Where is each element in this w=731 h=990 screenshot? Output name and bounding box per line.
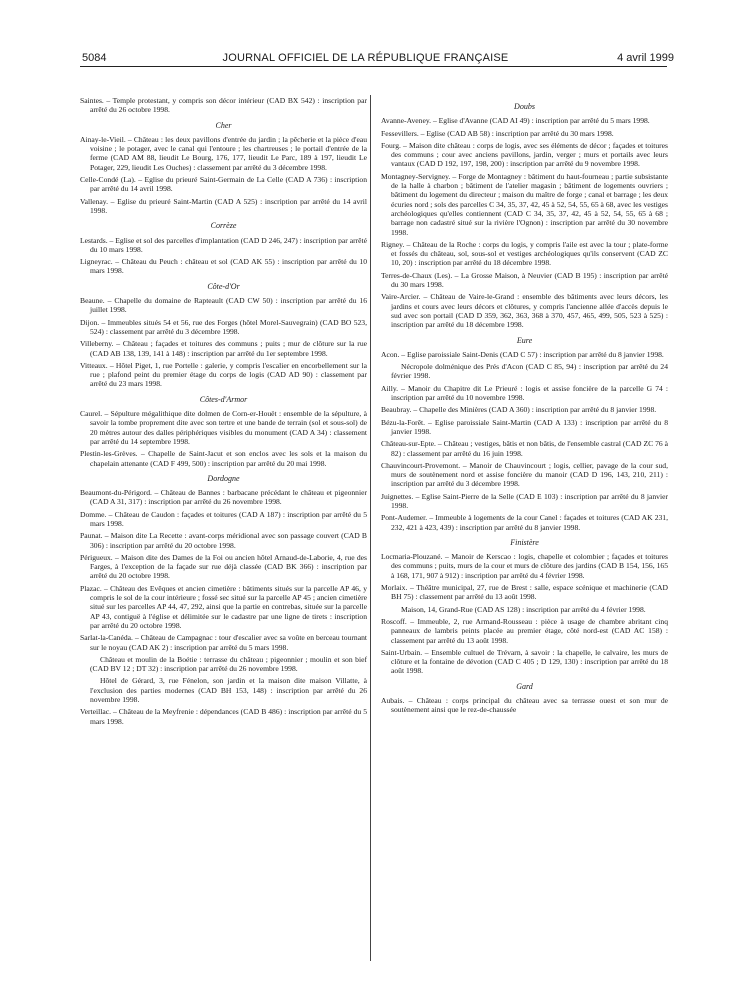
sub-entry: Nécropole dolménique des Prés d'Acon (CAD C 85, 94) : inscription par arrêté du 24 février 1998.: [391, 362, 668, 381]
header-rule: [80, 66, 667, 67]
entry-text: – Château : les deux pavillons d'entrée du jardin ; la pêcherie et la pièce d'eau voisine ; le potager, avec le canal qui l'entoure ; les chartreuses ; le portail d'entrée de la ferme (CAD AM 88, lieudit Le Bourg, 176, 177, lieudit Le Parc, 189 à 197, lieudit Le Potager, 229, lieudit Les Ouches) : classement par arrêté du 3 décembre 1998.: [90, 134, 367, 172]
commune-name: Villeberny.: [80, 339, 114, 349]
commune-name: Saintes.: [80, 96, 104, 105]
entry-text: – Manoir du Chapitre dit Le Prieuré : logis et assise foncière de la parcelle G 74 : inscription par arrêté du 10 novembre 1998.: [391, 383, 668, 403]
monument-entry: [381, 292, 668, 329]
monument-entry: [80, 633, 367, 652]
right-column: [381, 96, 668, 718]
entry-text: – Immeuble à logements de la cour Canel : façades et toitures (CAD AK 231, 232, 421 à 423, 439) : inscription par arrêté du 8 janvier 1998.: [391, 513, 668, 532]
monument-entry: [381, 696, 668, 715]
entry-text: – Eglise du prieuré Saint-Martin (CAD A 525) : inscription par arrêté du 14 avril 1998.: [90, 196, 367, 215]
monument-entry: [381, 129, 668, 138]
commune-name: Locmaria-Plouzané.: [381, 552, 443, 562]
monument-entry: [80, 257, 367, 276]
entry-text: – Château de Caudon : façades et toitures (CAD A 187) : inscription par arrêté du 5 mars 1998.: [90, 509, 367, 528]
entry-text: – Immeuble, 2, rue Armand-Rousseau : pièce à usage de chambre abritant cinq panneaux de lambris peints placée au premier étage, côté nord-est (CAD AC 158) : classement par arrêté du 13 août 1998.: [391, 616, 668, 645]
monument-entry: [80, 318, 367, 337]
entry-text: – Château de la Meyfrenie : dépendances (CAD B 486) : inscription par arrêté du 5 mars 1998.: [90, 707, 367, 726]
entry-text: – Maison dite château : corps de logis, avec ses éléments de décor ; façades et toitures des communs ; cour avec anciens pavillons, jardin, verger ; murs et portails avec leurs vantaux (CAD D 192, 197, 198, 200) : inscription par arrêté du 9 novembre 1998.: [391, 140, 668, 169]
monument-entry: [80, 339, 367, 358]
commune-name: Acon.: [381, 349, 400, 359]
monument-entry: [381, 271, 668, 290]
monument-entry: [381, 141, 668, 169]
monument-entry: [80, 409, 367, 446]
entry-text: – Temple protestant, y compris son décor intérieur (CAD BX 542) : inscription par arrêté du 26 octobre 1998.: [90, 96, 367, 115]
entry-text: – Château de Vaire-le-Grand : ensemble des bâtiments avec leurs décors, les jardins et cours avec leurs décors et clôtures, y compris l'ancienne allée d'accès depuis le sud avec son portail (CAD D 359, 362, 363, 368 à 370, 457, 465, 499, 505, 523 à 525) : inscription par arrêté du 18 décembre 1998.: [391, 292, 668, 330]
commune-name: Fessevillers.: [381, 128, 419, 138]
entry-text: – Sépulture mégalithique dite dolmen de Corn-er-Houët : ensemble de la sépulture, à savoir la tombe proprement dite avec son tertre et une bande de terrain (sol et sous-sol) de 20 mètres autour des dalles périphériques visibles du monument (CAD A 34) : classement par arrêté du 14 septembre 1998.: [90, 409, 367, 446]
commune-name: Périgueux.: [80, 552, 113, 562]
column-divider: [370, 95, 371, 961]
monument-entry: [80, 96, 367, 115]
section-heading: Côtes-d'Armor: [199, 394, 248, 404]
monument-entry: [381, 439, 668, 458]
section-heading: Côte-d'Or: [207, 281, 240, 291]
commune-name: Bézu-la-Forêt.: [381, 417, 426, 427]
page-number: 5084: [82, 52, 107, 64]
entry-text: – Château de Campagnac : tour d'escalier avec sa voûte en berceau tournant sur le noyau (CAD AK 2) : inscription par arrêté du 5 mars 1998.: [90, 633, 367, 652]
entry-text: – Château ; façades et toitures des communs ; puits ; mur de clôture sur la rue (CAD AB 138, 139, 141 à 148) : inscription par arrêté du 1er septembre 1998.: [90, 339, 367, 358]
monument-entry: [381, 583, 668, 602]
commune-name: Chauvincourt-Provemont.: [381, 460, 461, 470]
commune-name: Roscoff.: [381, 616, 407, 626]
monument-entry: [381, 648, 668, 676]
commune-name: Château-sur-Epte.: [381, 439, 436, 449]
monument-entry: [80, 531, 367, 550]
monument-entry: [80, 361, 367, 389]
entry-text: – Eglise et sol des parcelles d'implantation (CAD D 246, 247) : inscription par arrêté du 10 mars 1998.: [90, 235, 367, 254]
monument-entry: [80, 510, 367, 529]
commune-name: Domme.: [80, 509, 107, 519]
commune-name: Ainay-le-Vieil.: [80, 134, 126, 144]
sub-entry: Maison, 14, Grand-Rue (CAD AS 128) : inscription par arrêté du 4 février 1998.: [401, 604, 646, 614]
commune-name: Saint-Urbain.: [381, 647, 423, 657]
commune-name: Montagney-Servigney.: [381, 171, 451, 181]
monument-entry: [80, 449, 367, 468]
entry-text: – Château des Evêques et ancien cimetière : bâtiments situés sur la parcelle AP 46, y compris le sol de la cour intérieure ; fossé sec situé sur la parcelle AP 45 ; ancien cimetière situé sur les parcelles AP 44, 47, 292, ainsi que la partie en contrebas, située sur la parcelle AP 43, contiguë à l'église et délimitée sur le cadastre par une ligne de tirets : inscription par arrêté du 20 octobre 1998.: [90, 583, 367, 630]
commune-name: Ligneyrac.: [80, 257, 113, 267]
commune-name: Terres-de-Chaux (Les).: [381, 270, 453, 280]
entry-text: – Théâtre municipal, 27, rue de Brest : salle, espace scénique et machinerie (CAD BH 75) : classement par arrêté du 13 août 1998.: [391, 583, 668, 602]
commune-name: Aubais.: [381, 696, 405, 706]
entry-text: – Eglise du prieuré Saint-Germain de La Celle (CAD A 736) : inscription par arrêté du 14 avril 1998.: [90, 175, 367, 194]
commune-name: Verteillac.: [80, 707, 111, 717]
monument-entry: [381, 240, 668, 268]
entry-text: – Immeubles situés 54 et 56, rue des Forges (hôtel Morel-Sauvegrain) (CAD BO 523, 524) : classement par arrêté du 3 décembre 1998.: [90, 317, 367, 336]
monument-entry: [80, 488, 367, 507]
entry-text: – Château de Bannes : barbacane précédant le château et pigeonnier (CAD A 31, 317) : inscription par arrêté du 26 novembre 1998.: [90, 488, 367, 507]
monument-entry: [381, 552, 668, 580]
commune-name: Dijon.: [80, 317, 100, 327]
commune-name: Juignettes.: [381, 491, 414, 501]
monument-entry: [80, 236, 367, 255]
commune-name: Vaire-Arcier.: [381, 292, 421, 302]
entry-text: – Château : corps principal du château avec sa terrasse ouest et son mur de soutènement ainsi que le rez-de-chaussée: [391, 696, 668, 715]
entry-text: – Manoir de Chauvincourt ; logis, cellier, pavage de la cour sud, murs de soutènement nord et assise foncière du manoir (CAD D 196, 143, 210, 211) : inscription par arrêté du 3 décembre 1998.: [391, 460, 668, 489]
commune-name: Ailly.: [381, 383, 399, 393]
commune-name: Sarlat-la-Canéda.: [80, 633, 133, 643]
commune-name: Vitteaux.: [80, 360, 108, 370]
page-header: [0, 0, 731, 64]
commune-name: Avanne-Aveney.: [381, 116, 432, 126]
commune-name: Rigney.: [381, 239, 405, 249]
section-heading: Eure: [516, 335, 533, 345]
commune-name: Plazac.: [80, 583, 102, 593]
entry-text: – Maison dite des Dames de la Foi ou ancien hôtel Arnaud-de-Laborie, 4, rue des Farges, à l'exception de la façade sur rue déjà classée (CAD BK 366) : inscription par arrêté du 20 octobre 1998.: [90, 552, 367, 581]
entry-text: – Château ; vestiges, bâtis et non bâtis, de l'ensemble castral (CAD ZC 76 à 82) : classement par arrêté du 16 juin 1998.: [391, 439, 668, 458]
issue-date: 4 avril 1999: [617, 52, 674, 64]
entry-text: – Chapelle des Minières (CAD A 360) : inscription par arrêté du 8 janvier 1998.: [411, 405, 657, 415]
commune-name: Caurel.: [80, 409, 103, 419]
monument-entry: [381, 116, 668, 125]
commune-name: Vallenay.: [80, 196, 108, 206]
commune-name: Pont-Audemer.: [381, 513, 428, 523]
journal-title: JOURNAL OFFICIEL DE LA RÉPUBLIQUE FRANÇAISE: [222, 52, 509, 64]
entry-text: – Eglise Saint-Pierre de la Selle (CAD E 103) : inscription par arrêté du 8 janvier 1998.: [391, 491, 668, 510]
sub-entry: Hôtel de Gérard, 3, rue Fénelon, son jardin et la maison dite maison Villatte, à l'exclusion des parties modernes (CAD BH 153, 148) : inscription par arrêté du 26 novembre 1998.: [90, 676, 367, 705]
monument-entry: [80, 553, 367, 581]
sub-entry: Château et moulin de la Boétie : terrasse du château ; pigeonnier ; moulin et son bief (CAD BV 12 ; DT 32) : inscription par arrêté du 26 novembre 1998.: [90, 654, 367, 674]
section-heading: Corrèze: [210, 221, 237, 231]
commune-name: Morlaix.: [381, 583, 408, 593]
monument-entry: [80, 584, 367, 630]
entry-text: – La Grosse Maison, à Neuvier (CAD B 195) : inscription par arrêté du 30 mars 1998.: [391, 270, 669, 290]
entry-text: – Eglise paroissiale Saint-Martin (CAD A 133) : inscription par arrêté du 8 janvier 1998.: [391, 417, 668, 436]
commune-name: Fourg.: [381, 140, 401, 150]
entry-text: – Eglise d'Avanne (CAD AI 49) : inscription par arrêté du 5 mars 1998.: [431, 116, 650, 126]
entry-text: – Chapelle du domaine de Rapteault (CAD CW 50) : inscription par arrêté du 16 juillet 1998.: [90, 296, 367, 315]
monument-entry: [381, 617, 668, 645]
entry-text: – Manoir de Kerscao : logis, chapelle et colombier ; façades et toitures des communs ; puits, murs de la cour et murs de clôture des jardins (CAD B 154, 156, 165 à 168, 171, 907 à 912) : inscription par arrêté du 4 février 1998.: [391, 552, 668, 580]
monument-entry: [381, 418, 668, 437]
entry-text: – Chapelle de Saint-Jacut et son enclos avec les sols et la maison du chapelain attenante (CAD F 499, 500) : inscription par arrêté du 20 mai 1998.: [90, 449, 367, 468]
entry-text: – Château de la Roche : corps du logis, y compris l'aile est avec la tour ; plate-forme et fossés du château, sol, sous-sol et vestiges archéologiques qu'ils conservent (CAD ZC 10, 20) : inscription par arrêté du 18 décembre 1998.: [391, 239, 668, 268]
section-heading: Finistère: [510, 537, 539, 547]
section-heading: Gard: [516, 681, 533, 691]
entry-text: – Maison dite La Recette : avant-corps méridional avec son passage couvert (CAD B 306) : inscription par arrêté du 20 octobre 1998.: [90, 531, 367, 550]
monument-entry: [80, 175, 367, 194]
entry-text: – Château du Peuch : château et sol (CAD AK 55) : inscription par arrêté du 10 mars 1998.: [90, 257, 367, 276]
entry-text: – Hôtel Piget, 1, rue Portelle : galerie, y compris l'escalier en encorbellement sur la rue ; plafond peint du premier étage du corps de logis (CAD AD 90) : classement par arrêté du 23 mars 1998.: [90, 360, 367, 389]
monument-entry: [80, 135, 367, 172]
commune-name: Celle-Condé (La).: [80, 175, 136, 185]
monument-entry: [80, 197, 367, 216]
entry-text: – Eglise paroissiale Saint-Denis (CAD C 57) : inscription par arrêté du 8 janvier 1998.: [399, 349, 664, 359]
monument-entry: [381, 513, 668, 532]
entry-text: – Ensemble cultuel de Trévarn, à savoir : la chapelle, le calvaire, les murs de clôture et la fontaine de dévotion (CAD C 405 ; D 129, 130) : inscription par arrêté du 18 août 1998.: [391, 647, 668, 676]
entry-text: – Eglise (CAD AB 58) : inscription par arrêté du 30 mars 1998.: [418, 128, 614, 138]
commune-name: Beaune.: [80, 296, 105, 306]
monument-entry: [381, 461, 668, 489]
section-heading: Doubs: [514, 102, 535, 111]
section-heading: Dordogne: [207, 473, 240, 483]
monument-entry: [80, 707, 367, 726]
commune-name: Beaumont-du-Périgord.: [80, 488, 152, 498]
monument-entry: [80, 296, 367, 315]
monument-entry: [381, 384, 668, 403]
commune-name: Beaubray.: [381, 405, 412, 415]
commune-name: Plestin-les-Grèves.: [80, 449, 138, 459]
section-heading: Cher: [215, 120, 232, 130]
entry-text: – Forge de Montagney : bâtiment du haut-fourneau ; partie subsistante de la halle à charbon ; bâtiment de l'atelier magasin ; bâtiment de logements ouvriers ; bâtiment du logement du directeur ; maison du maître de forge ; canal et barrage ; les deux écuries nord ; sols des parcelles C 34, 35, 37, 42, 45 à 52, 54, 55, 65 à 68, avec les vestiges archéologiques qu'elles contiennent (CAD C 34, 35, 37, 42, 45 à 52, 54, 55, 65 à 68 ; barrage non cadastré situé sur la rivière l'Ognon) : inscription par arrêté du 30 novembre 1998.: [391, 171, 668, 237]
left-column: [80, 96, 367, 729]
commune-name: Lestards.: [80, 235, 108, 245]
monument-entry: [381, 172, 668, 237]
monument-entry: [381, 492, 668, 511]
monument-entry: [381, 350, 668, 359]
monument-entry: [381, 405, 668, 414]
commune-name: Paunat.: [80, 531, 103, 541]
